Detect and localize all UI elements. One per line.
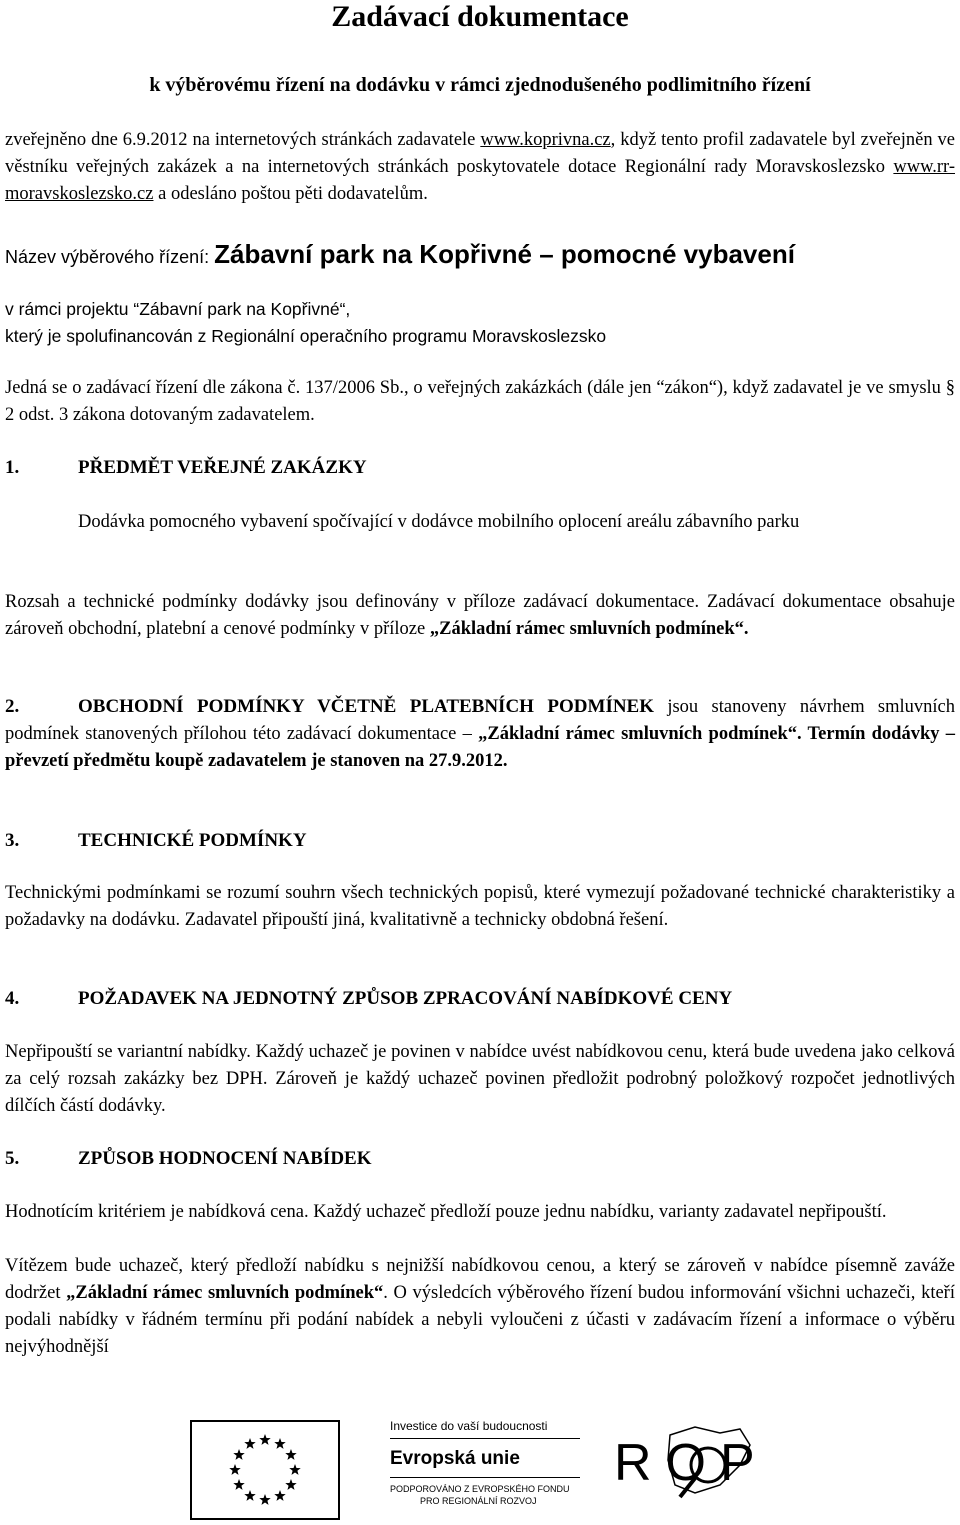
section-5-body-2: Vítězem bude uchazeč, který předloží nabídku s nejnižší nabídkovou cenou, a který se zároveň v nabídce písemně zaváže dodržet „Základní rámec smluvních podmínek“. O výsledcích výběrového řízení budou informování všichni uchazeči, kteří podali nabídky v řádném termínu při podání nabídek a nebyli vyloučeni z účasti v zadávacím řízení a informace o výběru nejvýhodnější [5,1256,955,1357]
document-subtitle: k výběrovému řízení na dodávku v rámci zjednodušeného podlimitního řízení [149,74,811,96]
law-paragraph: Jedná se o zadávací řízení dle zákona č. 137/2006 Sb., o veřejných zakázkách (dále jen “zákon“), když zadavatel je ve smyslu § 2 odst. 3 zákona dotovaným zadavatelem. [5,378,955,425]
section-3-body: Technickými podmínkami se rozumí souhrn všech technických popisů, které vymezují požadované technické charakteristiky a požadavky na dodávku. Zadavatel připouští jiná, kvalitativně a technicky obdobná řešení. [5,883,955,930]
section-3-heading: 3. TECHNICKÉ PODMÍNKY [5,830,307,851]
section-1-heading: 1. PŘEDMĚT VEŘEJNÉ ZAKÁZKY [5,457,367,478]
intro-paragraph: zveřejněno dne 6.9.2012 na internetových stránkách zadavatele www.koprivna.cz, když tento profil zadavatele byl zveřejněn ve věstníku veřejných zakázek a na internetových stránkách poskytovatele dotace Regionální rady Moravskoslezsko www.rr-moravskoslezsko.cz a odesláno poštou pěti dodavatelům. [5,130,955,204]
section-1-body: Rozsah a technické podmínky dodávky jsou definovány v příloze zadávací dokumentace. Zadávací dokumentace obsahuje zároveň obchodní, platební a cenové podmínky v příloze „Základní rámec smluvních podmínek“. [5,592,955,639]
section-4-heading: 4. POŽADAVEK NA JEDNOTNÝ ZPŮSOB ZPRACOVÁNÍ NABÍDKOVÉ CENY [5,988,733,1009]
eu-text: Evropská unie [390,1445,580,1478]
section-2: 2. OBCHODNÍ PODMÍNKY VČETNĚ PLATEBNÍCH PODMÍNEK jsou stanoveny návrhem smluvních podmínek stanovených přílohou této zadávací dokumentace – „Základní rámec smluvních podmínek“. Termín dodávky – převzetí předmětu koupě zadavatelem je stanoven na 27.9.2012. [5,696,955,771]
section-1-subject: Dodávka pomocného vybavení spočívající v dodávce mobilního oplocení areálu zábavního parku [78,512,800,532]
eu-flag-icon [190,1420,340,1520]
tender-name-value: Zábavní park na Kopřivné – pomocné vybavení [214,239,795,269]
link-koprivna[interactable]: www.koprivna.cz [480,130,611,150]
section-5-heading: 5. ZPŮSOB HODNOCENÍ NABÍDEK [5,1148,372,1169]
eu-text-block [390,1417,580,1507]
fund-line-1: PODPOROVÁNO Z EVROPSKÉHO FONDU [390,1484,570,1494]
section-5-body: Hodnotícím kritériem je nabídková cena. Každý uchazeč předloží pouze jednu nabídku, varianty zadavatel nepřipouští. [5,1202,887,1222]
tender-name-label: Název výběrového řízení: [5,247,215,267]
rop-logo [600,1415,785,1515]
tender-name [5,236,955,275]
document-title: Zadávací dokumentace [331,0,629,33]
footer-logos [0,1415,960,1520]
link-rr-moravskoslezsko[interactable]: www.rr-moravskoslezsko.cz [5,157,955,204]
invest-text: Investice do vaší budoucnosti [390,1417,580,1439]
project-line-2: který je spolufinancován z Regionální operačního programu Moravskoslezsko [5,326,607,346]
project-line-1: v rámci projektu “Zábavní park na Kopřivné“, [5,299,351,319]
rop-text: ROP [614,1434,769,1492]
fund-line-2: PRO REGIONÁLNÍ ROZVOJ [420,1496,537,1506]
section-4-body: Nepřipouští se variantní nabídky. Každý uchazeč je povinen v nabídce uvést nabídkovou cenu, která bude uvedena jako celková za celý rozsah zakázky bez DPH. Zároveň je každý uchazeč povinen předložit podrobný položkový rozpočet jednotlivých dílčích částí dodávky. [5,1042,955,1116]
